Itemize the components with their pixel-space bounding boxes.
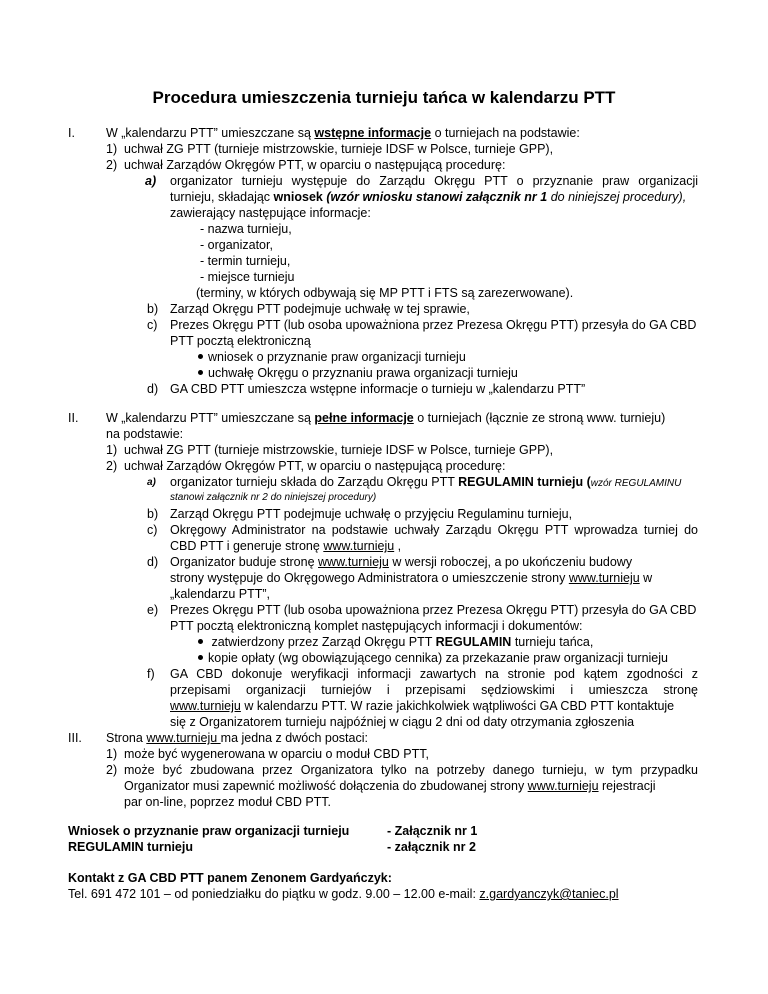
section-2-intro bbox=[106, 410, 665, 426]
section-3-numeral: III. bbox=[68, 731, 82, 745]
section-1-a-wniosek: wniosek bbox=[273, 190, 323, 204]
section-2-e-label: e) bbox=[147, 603, 159, 617]
section-2-b-label: b) bbox=[147, 507, 159, 521]
section-1-numeral: I. bbox=[68, 126, 75, 140]
section-2-c-line-2-text: CBD PTT i generuje stronę bbox=[170, 539, 324, 553]
section-2-a-line-2: stanowi załącznik nr 2 do niniejszej procedury) bbox=[170, 492, 377, 503]
section-2-e-bullet-1-text: zatwierdzony przez Zarząd Okręgu PTT bbox=[208, 635, 436, 649]
section-3-point-2-line-1: może być zbudowana przez Organizatora tylko na potrzeby danego turnieju, w tym przypadku bbox=[124, 763, 698, 777]
section-2-e-bullet-1 bbox=[198, 634, 593, 650]
section-2-d-line-3: „kalendarzu PTT”, bbox=[170, 587, 271, 601]
section-1-a-line-1: organizator turnieju występuje do Zarządu Okręgu PTT o przyznanie praw organizacji bbox=[170, 174, 698, 188]
section-2-point-1-num: 1) bbox=[106, 443, 118, 457]
contact-heading: Kontakt z GA CBD PTT panem Zenonem Gardyańczyk: bbox=[68, 871, 392, 885]
bullet-icon bbox=[198, 655, 203, 660]
section-3-intro bbox=[106, 730, 368, 746]
section-2-f-line-4: się z Organizatorem turnieju najpóźniej w ciągu 2 dni od daty otrzymania zgłoszenia bbox=[170, 715, 635, 729]
bullet-icon bbox=[198, 370, 203, 375]
section-3-point-2-line-2 bbox=[124, 778, 656, 794]
section-1-d-label: d) bbox=[147, 382, 159, 396]
section-1-list-item: - miejsce turnieju bbox=[200, 270, 295, 284]
section-2-intro-line-2: na podstawie: bbox=[106, 427, 184, 441]
bullet-icon bbox=[198, 639, 203, 644]
section-2-e-line-2: PTT pocztą elektroniczną komplet następujących informacji i dokumentów: bbox=[170, 619, 583, 633]
section-1-a-line-3: zawierający następujące informacje: bbox=[170, 206, 371, 220]
section-1-a-line-2-tail: do niniejszej procedury), bbox=[547, 190, 687, 204]
section-2-intro-tail: o turniejach (łącznie ze stroną www. turnieju) bbox=[413, 411, 666, 425]
attachment-ref: - Załącznik nr 1 bbox=[387, 824, 478, 838]
section-2-a-text: organizator turnieju składa do Zarządu Okręgu PTT bbox=[170, 475, 459, 489]
section-2-f-line-3 bbox=[170, 698, 674, 714]
section-2-b: Zarząd Okręgu PTT podejmuje uchwałę o przyjęciu Regulaminu turnieju, bbox=[170, 507, 573, 521]
section-2-d-line-1 bbox=[170, 554, 632, 570]
contact-line bbox=[68, 886, 619, 902]
attachment-name: Wniosek o przyznanie praw organizacji turnieju bbox=[68, 824, 350, 838]
section-2-e-line-1: Prezes Okręgu PTT (lub osoba upoważniona przez Prezesa Okręgu PTT) przesyła do GA CBD bbox=[170, 603, 697, 617]
section-1-intro-tail: o turniejach na podstawie: bbox=[431, 126, 580, 140]
section-1-a-label: a) bbox=[145, 174, 157, 188]
section-2-d-line-1-tail: w wersji roboczej, a po ukończeniu budowy bbox=[388, 555, 633, 569]
section-2-point-2: uchwał Zarządów Okręgów PTT, w oparciu o następującą procedurę: bbox=[124, 459, 506, 473]
section-1-point-2-num: 2) bbox=[106, 158, 118, 172]
section-2-a-attachment-ref: wzór REGULAMINU bbox=[590, 478, 682, 489]
attachment-ref: - załącznik nr 2 bbox=[387, 840, 476, 854]
section-1-point-1-num: 1) bbox=[106, 142, 118, 156]
section-1-d: GA CBD PTT umieszcza wstępne informacje o turnieju w „kalendarzu PTT” bbox=[170, 382, 586, 396]
section-2-e-bullet-2-text: kopie opłaty (wg obowiązującego cennika) za przekazanie praw organizacji turnieju bbox=[208, 651, 668, 665]
section-1-c-bullet-1 bbox=[198, 349, 466, 365]
section-1-intro-emphasis: wstępne informacje bbox=[314, 126, 432, 140]
section-1-note: (terminy, w których odbywają się MP PTT i FTS są zarezerwowane). bbox=[196, 286, 574, 300]
turnieju-link[interactable]: www.turnieju bbox=[568, 571, 640, 585]
section-3-point-2-num: 2) bbox=[106, 763, 118, 777]
page-title: Procedura umieszczenia turnieju tańca w kalendarzu PTT bbox=[152, 88, 616, 107]
section-2-f-line-2: przepisami organizacji turniejów i przepisami sędziowskimi i umieszcza stronę bbox=[170, 683, 698, 697]
section-1-a-line-2-text: turnieju, składając bbox=[170, 190, 274, 204]
section-1-c-bullet-2 bbox=[198, 365, 518, 381]
section-2-c-line-2 bbox=[170, 538, 401, 554]
section-2-f-label: f) bbox=[147, 667, 155, 681]
section-3-point-2-line-3: par on-line, poprzez moduł CBD PTT. bbox=[124, 795, 332, 809]
section-2-c-line-2-tail: , bbox=[394, 539, 402, 553]
section-1-b: Zarząd Okręgu PTT podejmuje uchwałę w tej sprawie, bbox=[170, 302, 470, 316]
section-2-d-label: d) bbox=[147, 555, 159, 569]
section-1-c-label: c) bbox=[147, 318, 158, 332]
section-2-a-regulamin: REGULAMIN turnieju ( bbox=[458, 475, 591, 489]
section-2-c-line-1: Okręgowy Administrator na podstawie uchwały Zarządu Okręgu PTT wprowadza turniej do bbox=[170, 523, 698, 537]
section-2-f-line-3-text: w kalendarzu PTT. W razie jakichkolwiek wątpliwości GA CBD PTT kontaktuje bbox=[240, 699, 675, 713]
section-2-point-1: uchwał ZG PTT (turnieje mistrzowskie, turnieje IDSF w Polsce, turnieje GPP), bbox=[124, 443, 554, 457]
section-3-point-1-num: 1) bbox=[106, 747, 118, 761]
section-1-list-item: - nazwa turnieju, bbox=[200, 222, 292, 236]
section-3-intro-text: Strona bbox=[106, 731, 147, 745]
bullet-icon bbox=[198, 354, 203, 359]
turnieju-link[interactable]: www.turnieju bbox=[146, 731, 221, 745]
section-1-intro-text: W „kalendarzu PTT” umieszczane są bbox=[106, 126, 315, 140]
section-2-d-line-2-text: strony występuje do Okręgowego Administratora o umieszczenie strony bbox=[170, 571, 569, 585]
section-2-d-line-2 bbox=[170, 570, 652, 586]
section-1-c-line-1: Prezes Okręgu PTT (lub osoba upoważniona przez Prezesa Okręgu PTT) przesyła do GA CBD bbox=[170, 318, 697, 332]
section-2-e-bullet-1-tail: turnieju tańca, bbox=[511, 635, 594, 649]
section-3-point-2-line-2-tail: rejestracji bbox=[598, 779, 656, 793]
section-2-f-line-1: GA CBD dokonuje weryfikacji informacji zawartych na stronie pod kątem zgodności z bbox=[170, 667, 698, 681]
section-2-d-line-2-tail: w bbox=[639, 571, 653, 585]
section-2-point-2-num: 2) bbox=[106, 459, 118, 473]
section-3-point-1: może być wygenerowana w oparciu o moduł CBD PTT, bbox=[124, 747, 429, 761]
section-1-c-bullet-1-text: wniosek o przyznanie praw organizacji turnieju bbox=[208, 350, 466, 364]
contact-phone-hours: Tel. 691 472 101 – od poniedziałku do piątku w godz. 9.00 – 12.00 e-mail: bbox=[68, 887, 480, 901]
section-2-d-line-1-text: Organizator buduje stronę bbox=[170, 555, 319, 569]
section-2-numeral: II. bbox=[68, 411, 79, 425]
turnieju-link[interactable]: www.turnieju bbox=[527, 779, 599, 793]
turnieju-link[interactable]: www.turnieju bbox=[318, 555, 389, 569]
section-1-point-2: uchwał Zarządów Okręgów PTT, w oparciu o następującą procedurę: bbox=[124, 158, 506, 172]
section-2-intro-emphasis: pełne informacje bbox=[314, 411, 414, 425]
section-1-list-item: - termin turnieju, bbox=[200, 254, 291, 268]
section-2-c-label: c) bbox=[147, 523, 158, 537]
section-1-b-label: b) bbox=[147, 302, 159, 316]
section-1-a-attachment-ref: (wzór wniosku stanowi załącznik nr 1 bbox=[322, 190, 548, 204]
section-3-point-2-line-2-text: Organizator musi zapewnić możliwość dołączenia do zbudowanej strony bbox=[124, 779, 528, 793]
section-2-e-bullet-2 bbox=[198, 650, 668, 666]
section-1-list-item: - organizator, bbox=[200, 238, 273, 252]
section-2-intro-text: W „kalendarzu PTT” umieszczane są bbox=[106, 411, 315, 425]
turnieju-link[interactable]: www.turnieju bbox=[170, 699, 241, 713]
section-1-a-line-2 bbox=[170, 189, 686, 205]
section-1-c-bullet-2-text: uchwałę Okręgu o przyznaniu prawa organizacji turnieju bbox=[208, 366, 518, 380]
section-2-a-label: a) bbox=[147, 477, 156, 488]
section-1-c-line-2: PTT pocztą elektroniczną bbox=[170, 334, 311, 348]
section-1-point-1: uchwał ZG PTT (turnieje mistrzowskie, turnieje IDSF w Polsce, turnieje GPP), bbox=[124, 142, 554, 156]
section-1-intro bbox=[106, 125, 580, 141]
email-link[interactable]: z.gardyanczyk@taniec.pl bbox=[479, 887, 619, 901]
section-2-e-regulamin: REGULAMIN bbox=[435, 635, 512, 649]
section-3-intro-tail: ma jedna z dwóch postaci: bbox=[220, 731, 368, 745]
turnieju-link[interactable]: www.turnieju bbox=[323, 539, 395, 553]
attachment-name: REGULAMIN turnieju bbox=[68, 840, 193, 854]
